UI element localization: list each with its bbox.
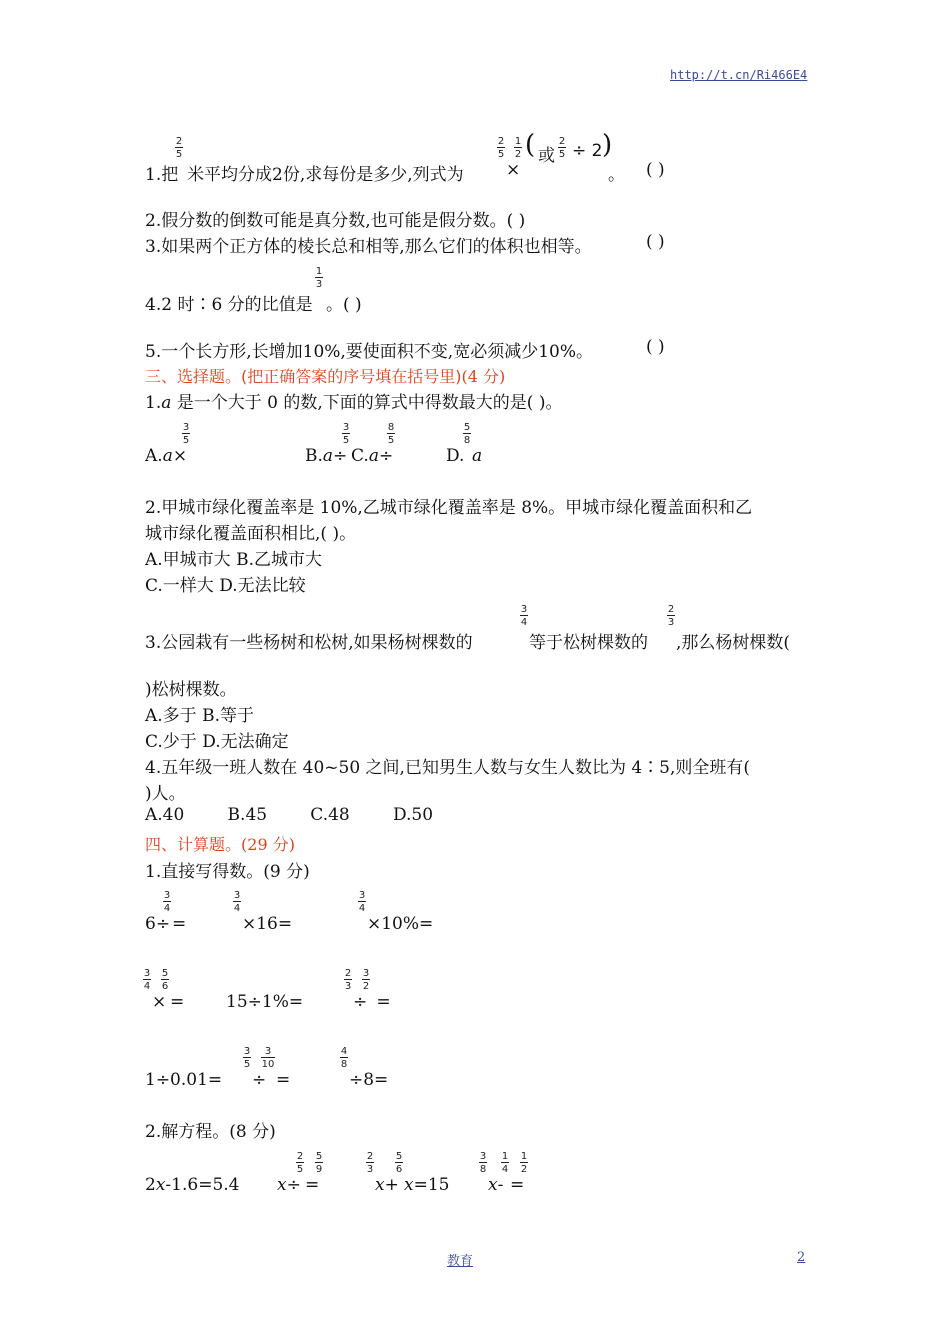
fraction-denominator: 5 [175, 149, 183, 160]
fraction [497, 136, 505, 160]
fraction-numerator: 3 [358, 890, 366, 901]
calc-r1-c: ×10%= [367, 914, 434, 934]
fraction-denominator: 5 [387, 435, 395, 446]
fraction-numerator: 2 [558, 136, 566, 147]
fraction [520, 1151, 528, 1175]
choice-q3-text-b: 等于松树棵数的 [529, 633, 648, 653]
fraction-denominator: 5 [182, 435, 190, 446]
fraction-numerator: 3 [182, 422, 190, 433]
fraction-numerator: 3 [520, 604, 528, 615]
calc-r3-c: ÷8= [349, 1070, 389, 1090]
calc-r3-b-eq: = [276, 1070, 291, 1090]
section3-title-text: 三、选择题。(把正确答案的序号填在括号里) [145, 367, 462, 386]
fraction [143, 968, 151, 992]
calc-r1-b: ×16= [242, 914, 293, 934]
eq-op: + [384, 1175, 399, 1195]
fraction-denominator: 5 [243, 1059, 251, 1070]
fraction [342, 422, 350, 446]
fraction-denominator: 5 [497, 149, 505, 160]
choice-q3-options-cd[interactable]: C.少于 D.无法确定 [145, 732, 289, 752]
fraction-numerator: 3 [233, 890, 241, 901]
equation-4-a [488, 1175, 503, 1195]
op: ÷ [333, 446, 348, 466]
section4-score: (29 分) [241, 835, 295, 854]
choice-q1-option-b[interactable] [305, 446, 347, 466]
fraction-denominator: 3 [366, 1164, 374, 1175]
fraction-denominator: 6 [161, 981, 169, 992]
fraction-numerator: 3 [163, 890, 171, 901]
fraction [358, 890, 366, 914]
fraction-denominator: 4 [163, 903, 171, 914]
choice-q1-option-c[interactable] [351, 446, 393, 466]
fraction [558, 136, 566, 160]
var-x: x [277, 1175, 287, 1195]
equation-3-b [404, 1175, 449, 1195]
fraction [340, 1046, 348, 1070]
calc-r2-a-eq: = [170, 992, 185, 1012]
fraction-numerator: 2 [497, 136, 505, 147]
judge-q4-prefix: 4.2 时∶6 分的比值是 [145, 295, 313, 315]
var-a: a [472, 446, 483, 466]
fraction-denominator: 8 [463, 435, 471, 446]
option-label: C. [351, 446, 369, 466]
fraction-denominator: 4 [233, 903, 241, 914]
equation-3-a [375, 1175, 399, 1195]
fraction-numerator: 1 [520, 1151, 528, 1162]
fraction-denominator: 3 [667, 617, 675, 628]
choice-q2-options-ab[interactable]: A.甲城市大 B.乙城市大 [145, 550, 322, 570]
judge-q1-alt-close-paren: ) [602, 130, 613, 160]
fraction-numerator: 2 [667, 604, 675, 615]
fraction [163, 890, 171, 914]
fraction-numerator: 3 [264, 1046, 272, 1057]
option-label: D. [446, 446, 465, 466]
calc-r2-c-op: ÷ [353, 992, 368, 1012]
fraction [243, 1046, 251, 1070]
calc-sub2-title: 2.解方程。(8 分) [145, 1122, 276, 1142]
fraction [233, 890, 241, 914]
fraction-denominator: 4 [358, 903, 366, 914]
fraction-numerator: 3 [243, 1046, 251, 1057]
answer-paren[interactable]: ( ) [646, 232, 665, 252]
eq-op: - [497, 1175, 504, 1195]
fraction-numerator: 5 [315, 1151, 323, 1162]
fraction [395, 1151, 403, 1175]
section3-title [145, 364, 505, 387]
fraction [667, 604, 675, 628]
fraction [479, 1151, 487, 1175]
choice-q2-options-cd[interactable]: C.一样大 D.无法比较 [145, 576, 306, 596]
fraction [315, 266, 323, 290]
choice-q2-line1: 2.甲城市绿化覆盖率是 10%,乙城市绿化覆盖率是 8%。甲城市绿化覆盖面积和乙 [145, 498, 753, 518]
fraction [366, 1151, 374, 1175]
equation-4-eq: = [510, 1175, 525, 1195]
calc-r2-b: 15÷1%= [226, 992, 304, 1012]
choice-q3-text-a: 3.公园栽有一些杨树和松树,如果杨树棵数的 [145, 633, 473, 653]
header-url-link[interactable]: http://t.cn/Ri466E4 [670, 68, 808, 82]
fraction-denominator: 8 [340, 1059, 348, 1070]
equation-1 [145, 1175, 239, 1195]
fraction-denominator: 4 [501, 1164, 509, 1175]
var-x: x [155, 1175, 166, 1195]
choice-q3-options-ab[interactable]: A.多于 B.等于 [145, 706, 254, 726]
calc-r2-a-op: × [152, 992, 167, 1012]
page-number[interactable]: 2 [797, 1250, 806, 1265]
fraction-numerator: 1 [315, 266, 323, 277]
judge-q1-end: 。 [608, 165, 625, 185]
fraction-numerator: 5 [463, 422, 471, 433]
option-label: A. [145, 446, 163, 466]
section4-title-text: 四、计算题。 [145, 835, 242, 854]
choice-q1-text: 是一个大于 0 的数,下面的算式中得数最大的是( )。 [171, 393, 563, 413]
judge-q1-alt-open-paren: ( [525, 130, 536, 160]
choice-q3-text-c: ,那么杨树棵数( [676, 633, 791, 653]
fraction [296, 1151, 304, 1175]
fraction-denominator: 3 [344, 981, 352, 992]
choice-q4-line1: 4.五年级一班人数在 40~50 之间,已知男生人数与女生人数比为 4∶5,则全班有( [145, 758, 751, 778]
judge-q3: 3.如果两个正方体的棱长总和相等,那么它们的体积也相等。 [145, 237, 592, 257]
eq-coef: 2 [145, 1175, 156, 1195]
fraction-numerator: 2 [175, 136, 183, 147]
eq-rest: =15 [413, 1175, 450, 1195]
fraction [463, 422, 471, 446]
judge-q1-times: × [506, 160, 521, 180]
fraction-numerator: 2 [344, 968, 352, 979]
choice-q1-option-d[interactable] [446, 446, 464, 466]
calc-sub1-title: 1.直接写得数。(9 分) [145, 862, 310, 882]
judge-q1-text: 米平均分成2份,求每份是多少,列式为 [187, 165, 464, 185]
fraction-numerator: 4 [340, 1046, 348, 1057]
section4-title [145, 832, 295, 855]
fraction-denominator: 10 [261, 1059, 275, 1070]
var-a: a [162, 446, 173, 466]
fraction-numerator: 3 [479, 1151, 487, 1162]
fraction [261, 1046, 275, 1070]
fraction-numerator: 1 [501, 1151, 509, 1162]
fraction-numerator: 3 [342, 422, 350, 433]
choice-q1-option-a[interactable] [145, 446, 187, 466]
fraction-denominator: 8 [479, 1164, 487, 1175]
fraction-numerator: 5 [395, 1151, 403, 1162]
fraction [501, 1151, 509, 1175]
fraction-numerator: 3 [143, 968, 151, 979]
fraction-numerator: 2 [366, 1151, 374, 1162]
fraction-denominator: 2 [362, 981, 370, 992]
fraction [387, 422, 395, 446]
judge-q5: 5.一个长方形,长增加10%,要使面积不变,宽必须减少10%。 [145, 342, 594, 362]
fraction-numerator: 5 [161, 968, 169, 979]
calc-r2-c-eq: = [371, 992, 391, 1012]
fraction-denominator: 9 [315, 1164, 323, 1175]
footer-center-link[interactable]: 教育 [447, 1254, 474, 1269]
fraction-denominator: 4 [520, 617, 528, 628]
judge-q1-prefix: 1.把 [145, 165, 179, 185]
choice-q4-line2: )人。 [145, 784, 186, 804]
choice-q1-num: 1. [145, 393, 162, 413]
fraction-numerator: 3 [362, 968, 370, 979]
fraction-denominator: 5 [296, 1164, 304, 1175]
fraction-denominator: 4 [143, 981, 151, 992]
fraction [520, 604, 528, 628]
choice-q3-line2: )松树棵数。 [145, 680, 237, 700]
calc-r3-b-op: ÷ [252, 1070, 267, 1090]
fraction-denominator: 6 [395, 1164, 403, 1175]
fraction-denominator: 5 [342, 435, 350, 446]
choice-q4-options[interactable]: A.40 B.45 C.48 D.50 [145, 805, 434, 825]
fraction [175, 136, 183, 160]
judge-q1-alt-div: ÷ 2 [572, 141, 603, 161]
calc-r1-a-prefix: 6÷ [145, 914, 171, 934]
judge-q4-suffix: 。( ) [326, 295, 362, 315]
fraction-denominator: 2 [514, 149, 522, 160]
eq-rest: -1.6=5.4 [165, 1175, 240, 1195]
answer-paren[interactable]: ( ) [646, 160, 665, 180]
fraction-denominator: 5 [558, 149, 566, 160]
calc-r1-a-suffix: = [172, 914, 187, 934]
choice-q1-stem [145, 388, 562, 413]
var-x: x [488, 1175, 498, 1195]
judge-q1-alt-or: 或 [538, 146, 555, 166]
fraction [315, 1151, 323, 1175]
fraction-numerator: 1 [514, 136, 522, 147]
calc-r3-a: 1÷0.01= [145, 1070, 223, 1090]
option-label: B. [305, 446, 323, 466]
var-a: a [161, 393, 172, 413]
fraction-denominator: 3 [315, 279, 323, 290]
choice-q2-line2: 城市绿化覆盖面积相比,( )。 [145, 524, 357, 544]
var-a: a [322, 446, 334, 466]
var-a: a [368, 446, 379, 466]
fraction [362, 968, 370, 992]
op: × [172, 446, 188, 466]
var-x: x [404, 1175, 414, 1195]
fraction-numerator: 2 [296, 1151, 304, 1162]
op: ÷ [378, 446, 394, 466]
fraction [182, 422, 190, 446]
fraction [344, 968, 352, 992]
choice-q1-option-d-var [472, 446, 482, 466]
equation-2-eq: = [305, 1175, 320, 1195]
eq-op: ÷ [286, 1175, 301, 1195]
fraction [514, 136, 522, 160]
section3-score: (4 分) [461, 367, 506, 386]
fraction-numerator: 8 [387, 422, 395, 433]
equation-2 [277, 1175, 301, 1195]
var-x: x [375, 1175, 385, 1195]
fraction [161, 968, 169, 992]
fraction-denominator: 2 [520, 1164, 528, 1175]
judge-q2: 2.假分数的倒数可能是真分数,也可能是假分数。( ) [145, 211, 526, 231]
answer-paren[interactable]: ( ) [646, 337, 665, 357]
